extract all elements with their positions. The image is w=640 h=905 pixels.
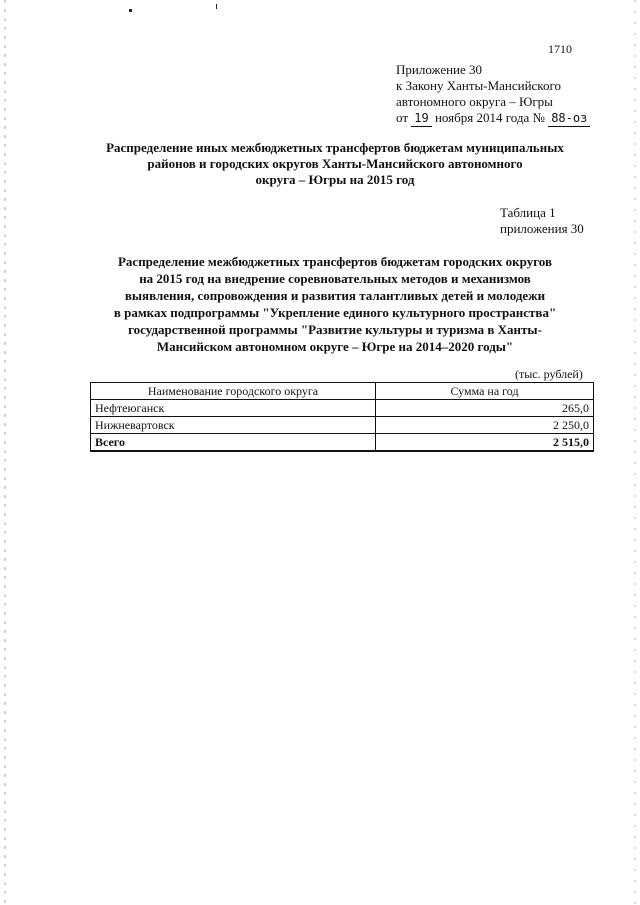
scan-speck <box>216 4 217 9</box>
units-label: (тыс. рублей) <box>515 367 583 381</box>
subtitle-line: на 2015 год на внедрение соревновательных методов и механизмов <box>139 271 531 286</box>
subtitle-line: в рамках подпрограммы "Укрепление единого культурного пространства" <box>113 305 557 320</box>
amount-cell: 2 250,0 <box>376 417 594 434</box>
total-amount-cell: 2 515,0 <box>376 434 594 452</box>
appendix-line: к Закону Ханты-Мансийского <box>396 78 561 93</box>
title-line: Распределение иных межбюджетных трансфертов бюджетам муниципальных <box>106 140 564 155</box>
date-day: 19 <box>411 110 431 127</box>
date-prefix: от <box>396 110 409 125</box>
total-row <box>91 434 594 452</box>
subtitle-line: выявления, сопровождения и развития талантливых детей и молодежи <box>124 288 546 303</box>
title-line: районов и городских округов Ханты-Мансийского автономного <box>147 156 523 171</box>
district-name-cell: Нижневартовск <box>91 417 376 434</box>
date-rest: ноября 2014 года № <box>434 110 545 125</box>
appendix-date-line <box>396 110 590 127</box>
column-header-amount: Сумма на год <box>376 383 594 400</box>
table-row <box>91 417 594 434</box>
table-header-row <box>91 383 594 400</box>
allocation-table <box>90 382 594 452</box>
subtitle-line: государственной программы "Развитие культуры и туризма в Ханты- <box>128 322 542 337</box>
subtitle-line: Мансийском автономном округе – Югре на 2014–2020 годы" <box>156 339 514 354</box>
table-label-line: приложения 30 <box>500 221 584 236</box>
main-title <box>40 140 630 188</box>
table-row <box>91 400 594 417</box>
column-header-district: Наименование городского округа <box>91 383 376 400</box>
district-name-cell: Нефтеюганск <box>91 400 376 417</box>
scan-edge-left <box>4 0 6 905</box>
appendix-header <box>396 62 590 127</box>
subtitle-line: Распределение межбюджетных трансфертов бюджетам городских округов <box>117 254 552 269</box>
scan-edge-right <box>634 0 636 905</box>
page-number: 1710 <box>548 42 572 56</box>
amount-cell: 265,0 <box>376 400 594 417</box>
scan-speck <box>129 9 132 12</box>
appendix-line: автономного округа – Югры <box>396 94 553 109</box>
table-subtitle <box>40 253 630 355</box>
law-number: 88-оз <box>548 110 590 127</box>
total-label-cell: Всего <box>91 434 376 452</box>
title-line: округа – Югры на 2015 год <box>255 172 415 187</box>
appendix-line: Приложение 30 <box>396 62 483 77</box>
table-label-line: Таблица 1 <box>500 205 556 220</box>
table-label <box>500 205 584 237</box>
